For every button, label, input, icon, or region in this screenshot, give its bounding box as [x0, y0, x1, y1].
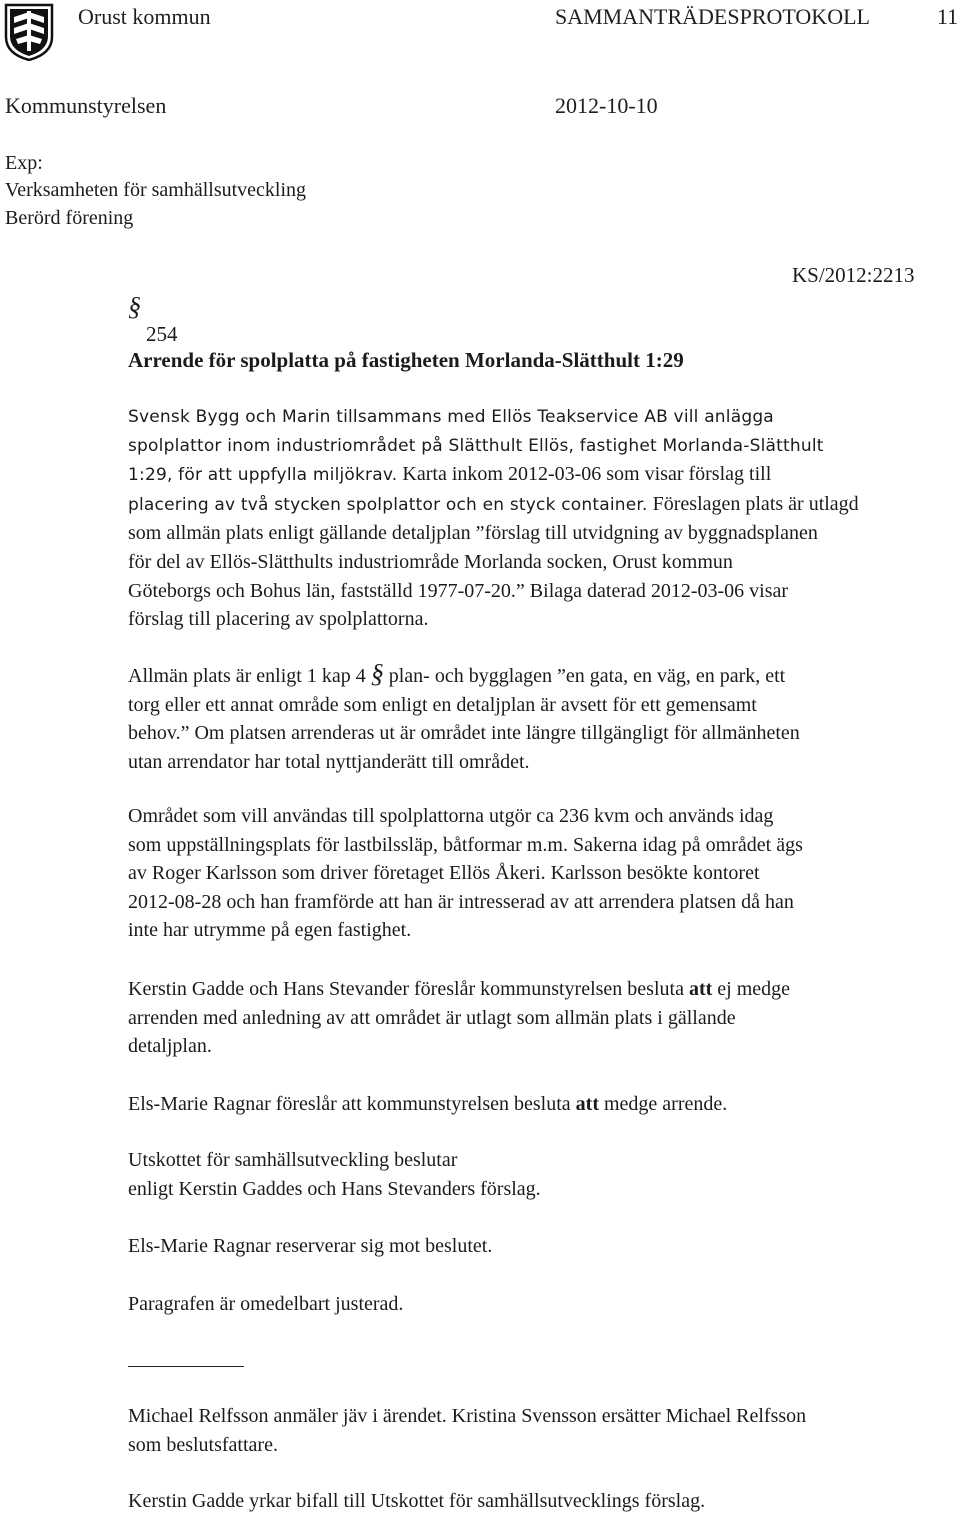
text-line: torg eller ett annat område som enligt en detaljplan är avsett för ett gemensamt [128, 693, 757, 716]
document-type: SAMMANTRÄDESPROTOKOLL [555, 4, 870, 29]
body-paragraph [128, 1487, 960, 1516]
body-paragraph [128, 802, 960, 945]
text-line: spolplattor inom industriområdet på Slätthult Ellös, fastighet Morlanda-Slätthult [128, 435, 824, 456]
text-line: 2012-08-28 och han framförde att han är intresserad av att arrendera platsen då han [128, 890, 794, 913]
text-line: Paragrafen är omedelbart justerad. [128, 1293, 404, 1315]
meeting-date: 2012-10-10 [555, 93, 658, 118]
text-line: utan arrendator har total nyttjanderätt till området. [128, 750, 530, 773]
separator-line [128, 1366, 244, 1367]
body-paragraph [128, 1090, 960, 1119]
paragraph-symbol: § [128, 292, 141, 321]
text-line: enligt Kerstin Gaddes och Hans Stevanders förslag. [128, 1177, 541, 1200]
text-line: detaljplan. [128, 1035, 212, 1058]
text-line: ej medge [712, 978, 791, 1000]
section-symbol: § [370, 659, 384, 688]
text-line: 1:29, för att uppfylla miljökrav. [128, 465, 398, 486]
paragraph-number: 254 [146, 322, 178, 346]
text-line: förslag till placering av spolplattorna. [128, 608, 429, 631]
text-line: placering av två stycken spolplattor och en styck container. [128, 494, 648, 515]
text-line: av Roger Karlsson som driver företaget Ellös Åkeri. Karlsson besökte kontoret [128, 862, 760, 885]
text-line: Kerstin Gadde och Hans Stevander föreslår kommunstyrelsen besluta [128, 978, 689, 1000]
text-line: plan- och bygglagen ”en gata, en väg, en park, ett [383, 665, 786, 687]
paragraph-title: Arrende för spolplatta på fastigheten Morlanda-Slätthult 1:29 [128, 348, 684, 372]
att-keyword: att [688, 978, 713, 1000]
text-line: Els-Marie Ragnar reserverar sig mot beslutet. [128, 1235, 493, 1257]
body-paragraph [128, 1290, 960, 1319]
distribution-line: Berörd förening [5, 207, 134, 229]
text-line: medge arrende. [598, 1093, 728, 1115]
att-keyword: att [575, 1093, 599, 1115]
text-line: för del av Ellös-Slätthults industriområde Morlanda socken, Orust kommun [128, 550, 733, 573]
text-line: Göteborgs och Bohus län, fastställd 1977-07-20.” Bilaga daterad 2012-03-06 visar [128, 579, 789, 602]
body-paragraph [128, 1146, 960, 1203]
body-paragraph [128, 1402, 960, 1459]
text-line: som beslutsfattare. [128, 1433, 278, 1456]
text-line: Utskottet för samhällsutveckling beslutar [128, 1149, 458, 1171]
distribution-line: Verksamheten för samhällsutveckling [5, 179, 307, 201]
text-line: Området som vill användas till spolplattorna utgör ca 236 kvm och används idag [128, 805, 774, 827]
case-number: KS/2012:2213 [792, 263, 915, 287]
text-line: behov.” Om platsen arrenderas ut är området inte längre tillgängligt för allmänheten [128, 722, 800, 745]
text-line: Karta inkom 2012-03-06 som visar förslag till [397, 463, 772, 486]
text-line: som allmän plats enligt gällande detaljplan ”förslag till utvidgning av byggnadsplanen [128, 522, 818, 545]
text-line: Allmän plats är enligt 1 kap 4 [128, 665, 371, 687]
text-line: Föreslagen plats är utlagd [647, 492, 859, 515]
org-name: Orust kommun [78, 4, 211, 29]
distribution-label: Exp: [5, 152, 43, 174]
body-paragraph [128, 975, 960, 1061]
text-line: arrenden med anledning av att området är utlagt som allmän plats i gällande [128, 1006, 736, 1029]
page-number: 11 [937, 4, 959, 29]
text-line: Michael Relfsson anmäler jäv i ärendet. Kristina Svensson ersätter Michael Relfsson [128, 1405, 807, 1427]
text-line: Els-Marie Ragnar föreslår att kommunstyrelsen besluta [128, 1093, 576, 1115]
text-line: Kerstin Gadde yrkar bifall till Utskottet för samhällsutvecklings förslag. [128, 1490, 706, 1512]
text-line: som uppställningsplats för lastbilssläp, båtformar m.m. Sakerna idag på området ägs [128, 833, 803, 856]
text-line: Svensk Bygg och Marin tillsammans med Ellös Teakservice AB vill anlägga [128, 407, 774, 427]
body-paragraph [128, 660, 960, 776]
body-name: Kommunstyrelsen [5, 93, 167, 118]
text-line: inte har utrymme på egen fastighet. [128, 919, 412, 942]
body-paragraph [128, 1232, 960, 1261]
body-paragraph [128, 403, 960, 634]
municipal-coat-of-arms-icon [4, 3, 54, 61]
